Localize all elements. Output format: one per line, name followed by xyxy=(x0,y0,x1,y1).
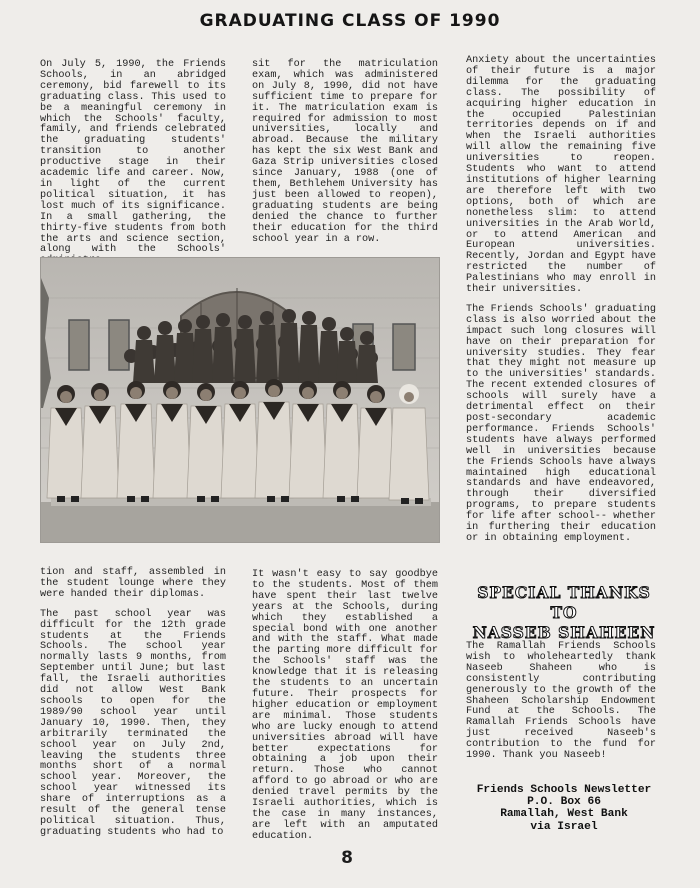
special-thanks-heading-line: SPECIAL THANKS TO xyxy=(477,583,651,622)
article-column-2-top xyxy=(252,60,438,254)
special-thanks-body xyxy=(466,642,656,771)
article-paragraph: It wasn't easy to say goodbye to the students. Most of them have spent their last twelve years at the Schools, during which they established a special bond with one another and with the staff. What made the parting more difficult for the Schools' staff was the knowledge that it is releasing the students to an uncertain future. Their prospects for higher education or employment are minimal. Those students who are lucky enough to attend universities abroad will have better expectations for obtaining a job upon their return. Those who cannot afford to go abroad or who are denied travel permits by the Israeli authorities, which is the case in many instances, are left with an amputated education. xyxy=(252,569,438,842)
article-paragraph: tion and staff, assembled in the student lounge where they were handed their diplomas. xyxy=(40,567,226,600)
special-thanks-paragraph: The Ramallah Friends Schools wish to wholeheartedly thank Naseeb Shaheen who is consistently contributing generously to the growth of the Shaheen Scholarship Endowment Fund at the Schools. The Ramallah Friends Schools have just received Naseeb's contribution to the fund for 1990. Thank you Naseeb! xyxy=(466,641,656,762)
page-title: GRADUATING CLASS OF 1990 xyxy=(199,11,501,31)
address-line: P.O. Box 66 xyxy=(527,796,601,809)
page-number: 8 xyxy=(341,848,353,868)
special-thanks-heading-line: NASSEB SHAHEEN xyxy=(472,623,656,642)
article-column-2-bottom xyxy=(252,570,438,852)
special-thanks-heading xyxy=(464,583,664,643)
class-photo-image xyxy=(41,258,439,542)
article-paragraph: sit for the matriculation exam, which was administered on July 8, 1990, did not have sufficient time to prepare for it. The matriculation exam is required for admission to most universities, locally and abroad. Because the military has kept the six West Bank and Gaza Strip universities closed since January, 1988 (one of them, Bethlehem University has just been allowed to reopen), graduating students are being denied the chance to further their education for the third school year in a row. xyxy=(252,59,438,245)
article-paragraph: On July 5, 1990, the Friends Schools, in an abridged ceremony, bid farewell to its graduating class. This used to be a meaningful ceremony in which the Schools' faculty, family, and friends celebrated the graduating students' transition to another productive stage in their academic life and career. Now, in light of the current political situation, it has lost much of its significance. In a small gathering, the thirty-five students from both the arts and science section, along with the Schools' xyxy=(40,59,226,256)
address-line: Ramallah, West Bank xyxy=(500,808,628,821)
article-paragraph: Anxiety about the uncertainties of their future is a major dilemma for the graduating class. The possibility of acquiring higher education in the occupied Palestinian territories depends on if and when the Israeli authorities will allow the remaining five universities to reopen. Students who want to attend institutions of higher learning are therefore left with two options, both of which are nonetheless slim: to attend universities in the Arab World, or to attend American and European universities. Recently, Jordan and Egypt have restricted the number of Palestinians who may enroll in their universities. xyxy=(466,55,656,296)
article-column-1-top xyxy=(40,60,226,276)
article-paragraph: The Friends Schools' graduating class is also worried about the impact such long closures will have on their preparation for university studies. They fear that they might not measure up to the universities' standards. The recent extended closures of schools will surely have a detrimental effect on their post-secondary academic performance. Friends Schools' students have always performed well in universities because the Friends Schools have always maintained high educational standards and have endeavored, through their diversified programs, to prepare students for life after school-- whether in furthering their education or in obtaining employment. xyxy=(466,303,656,544)
newsletter-address xyxy=(436,784,692,833)
article-column-3 xyxy=(466,56,656,554)
graduating-class-photo xyxy=(40,257,440,543)
address-line: Friends Schools Newsletter xyxy=(476,784,652,796)
article-paragraph: The past school year was difficult for the 12th grade students at the Friends Schools. The school year normally lasts 9 months, from September until June; but last fall, the Israeli authorities did not allow West Bank schools to open for the 1989/90 school year until January 10, 1990. Then, they arbitrarily terminated the school year on July 2nd, leaving the students three months short of a normal school year. Moreover, the school year witnessed its share of interruptions as a result of the general tense political situation. Thus, graduating students who had to xyxy=(40,608,226,838)
article-column-1-bottom xyxy=(40,568,226,848)
address-line: via Israel xyxy=(530,820,598,833)
